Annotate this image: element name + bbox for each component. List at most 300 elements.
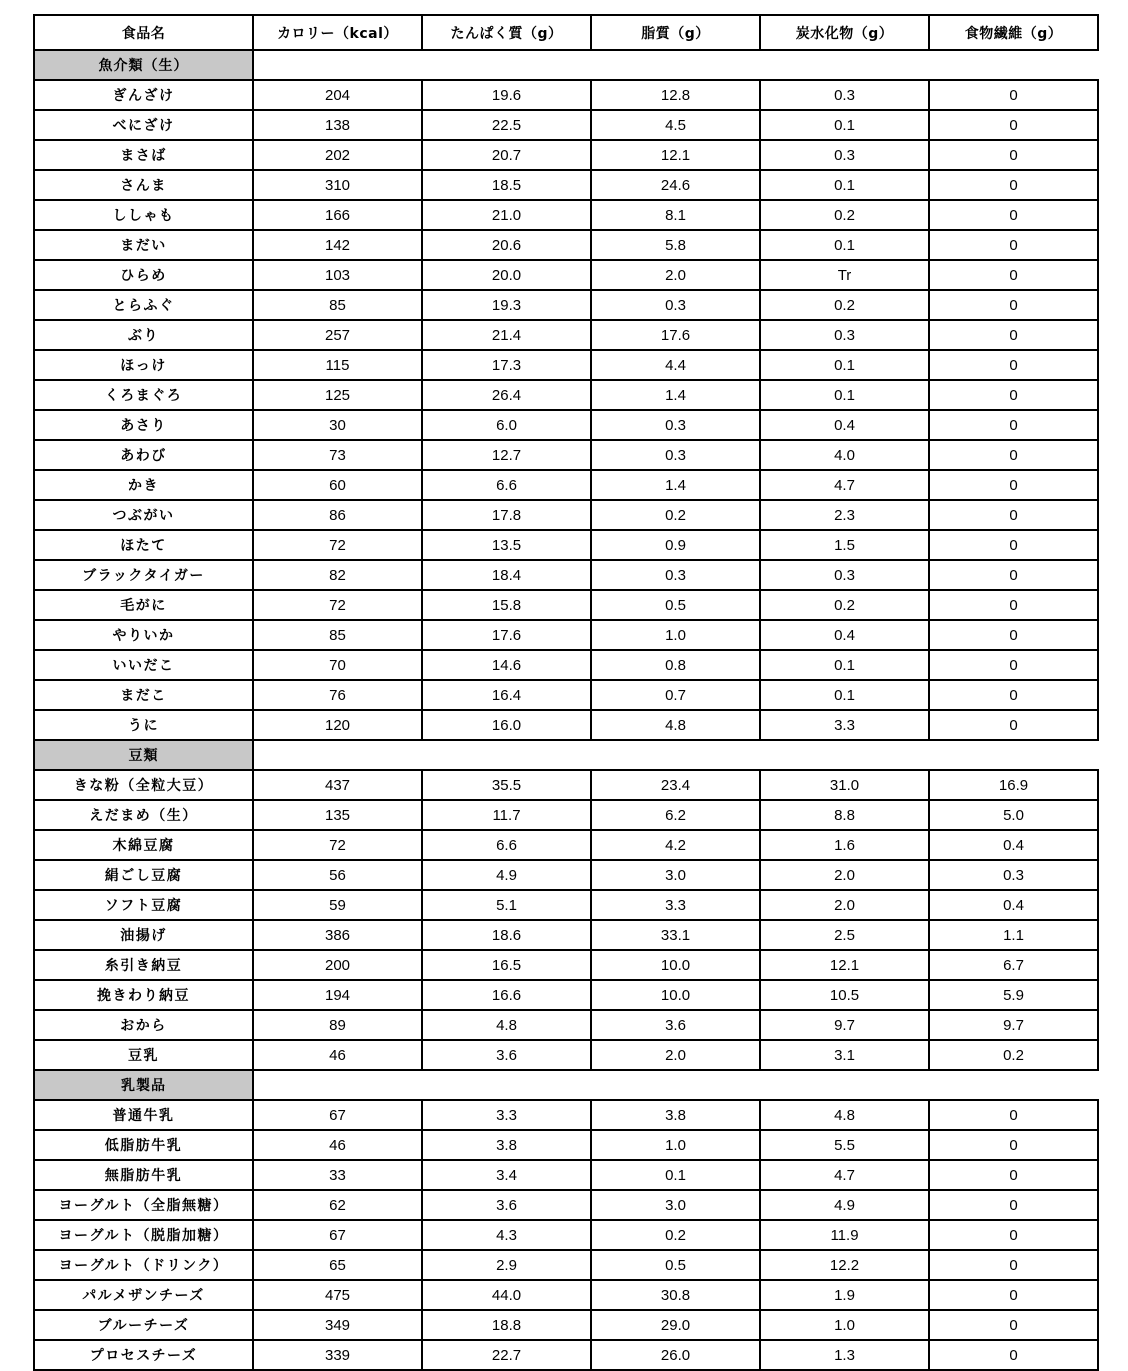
calories-cell: 85 [253, 620, 422, 650]
fiber-cell: 0 [929, 1100, 1098, 1130]
food-name-cell: ひらめ [34, 260, 253, 290]
food-name-cell: 絹ごし豆腐 [34, 860, 253, 890]
food-name-cell: ブラックタイガー [34, 560, 253, 590]
section-header-row [34, 1070, 1098, 1100]
fat-cell: 0.5 [591, 1250, 760, 1280]
fiber-cell: 0 [929, 260, 1098, 290]
protein-cell: 14.6 [422, 650, 591, 680]
carbs-cell: 4.0 [760, 440, 929, 470]
carbs-cell: 2.5 [760, 920, 929, 950]
fiber-cell: 0 [929, 710, 1098, 740]
food-name-cell: おから [34, 1010, 253, 1040]
fiber-cell: 0 [929, 200, 1098, 230]
carbs-cell: 3.1 [760, 1040, 929, 1070]
fiber-cell: 0 [929, 680, 1098, 710]
fat-cell: 0.3 [591, 290, 760, 320]
food-name-cell: まさば [34, 140, 253, 170]
nutrition-table [33, 14, 1099, 1371]
protein-cell: 18.4 [422, 560, 591, 590]
fat-cell: 1.0 [591, 620, 760, 650]
fat-cell: 33.1 [591, 920, 760, 950]
fiber-cell: 0 [929, 80, 1098, 110]
fat-cell: 1.0 [591, 1130, 760, 1160]
header-row [34, 15, 1098, 50]
protein-cell: 12.7 [422, 440, 591, 470]
food-name-cell: 挽きわり納豆 [34, 980, 253, 1010]
table-row [34, 1310, 1098, 1340]
fat-cell: 0.7 [591, 680, 760, 710]
table-row [34, 140, 1098, 170]
food-name-cell: ほっけ [34, 350, 253, 380]
carbs-cell: 0.4 [760, 620, 929, 650]
carbs-cell: 2.0 [760, 860, 929, 890]
table-row [34, 590, 1098, 620]
calories-cell: 46 [253, 1130, 422, 1160]
fat-cell: 2.0 [591, 1040, 760, 1070]
fat-cell: 3.3 [591, 890, 760, 920]
protein-cell: 2.9 [422, 1250, 591, 1280]
fat-cell: 10.0 [591, 980, 760, 1010]
fiber-cell: 0 [929, 650, 1098, 680]
calories-cell: 67 [253, 1220, 422, 1250]
food-name-cell: さんま [34, 170, 253, 200]
carbs-cell: 0.3 [760, 560, 929, 590]
calories-cell: 202 [253, 140, 422, 170]
table-row [34, 1010, 1098, 1040]
header-food-name: 食品名 [34, 15, 253, 50]
calories-cell: 67 [253, 1100, 422, 1130]
calories-cell: 30 [253, 410, 422, 440]
food-name-cell: ししゃも [34, 200, 253, 230]
protein-cell: 11.7 [422, 800, 591, 830]
fiber-cell: 0.3 [929, 860, 1098, 890]
fiber-cell: 0 [929, 1160, 1098, 1190]
fat-cell: 24.6 [591, 170, 760, 200]
fiber-cell: 0 [929, 1310, 1098, 1340]
table-row [34, 500, 1098, 530]
carbs-cell: 0.2 [760, 290, 929, 320]
carbs-cell: 0.2 [760, 200, 929, 230]
carbs-cell: 4.7 [760, 470, 929, 500]
table-row [34, 170, 1098, 200]
fat-cell: 2.0 [591, 260, 760, 290]
calories-cell: 386 [253, 920, 422, 950]
carbs-cell: 3.3 [760, 710, 929, 740]
protein-cell: 16.4 [422, 680, 591, 710]
calories-cell: 72 [253, 530, 422, 560]
carbs-cell: 5.5 [760, 1130, 929, 1160]
calories-cell: 62 [253, 1190, 422, 1220]
table-row [34, 1190, 1098, 1220]
table-row [34, 80, 1098, 110]
protein-cell: 18.6 [422, 920, 591, 950]
table-row [34, 710, 1098, 740]
section-label: 乳製品 [34, 1070, 253, 1100]
calories-cell: 56 [253, 860, 422, 890]
protein-cell: 4.8 [422, 1010, 591, 1040]
protein-cell: 3.8 [422, 1130, 591, 1160]
carbs-cell: 31.0 [760, 770, 929, 800]
table-row [34, 1160, 1098, 1190]
fat-cell: 0.2 [591, 500, 760, 530]
section-header-row [34, 740, 1098, 770]
fiber-cell: 0 [929, 1130, 1098, 1160]
carbs-cell: 0.2 [760, 590, 929, 620]
protein-cell: 17.3 [422, 350, 591, 380]
fat-cell: 0.3 [591, 560, 760, 590]
calories-cell: 103 [253, 260, 422, 290]
fat-cell: 8.1 [591, 200, 760, 230]
calories-cell: 60 [253, 470, 422, 500]
calories-cell: 85 [253, 290, 422, 320]
food-name-cell: 毛がに [34, 590, 253, 620]
fiber-cell: 0 [929, 320, 1098, 350]
table-row [34, 410, 1098, 440]
fat-cell: 1.4 [591, 380, 760, 410]
fat-cell: 4.2 [591, 830, 760, 860]
calories-cell: 339 [253, 1340, 422, 1370]
table-row [34, 1220, 1098, 1250]
calories-cell: 59 [253, 890, 422, 920]
protein-cell: 5.1 [422, 890, 591, 920]
calories-cell: 46 [253, 1040, 422, 1070]
header-fat: 脂質（g） [591, 15, 760, 50]
protein-cell: 3.4 [422, 1160, 591, 1190]
fiber-cell: 16.9 [929, 770, 1098, 800]
carbs-cell: Tr [760, 260, 929, 290]
fiber-cell: 0.2 [929, 1040, 1098, 1070]
fat-cell: 3.0 [591, 1190, 760, 1220]
table-row [34, 530, 1098, 560]
calories-cell: 72 [253, 590, 422, 620]
food-name-cell: やりいか [34, 620, 253, 650]
header-carbs: 炭水化物（g） [760, 15, 929, 50]
calories-cell: 33 [253, 1160, 422, 1190]
carbs-cell: 0.4 [760, 410, 929, 440]
calories-cell: 65 [253, 1250, 422, 1280]
table-row [34, 650, 1098, 680]
carbs-cell: 2.0 [760, 890, 929, 920]
calories-cell: 204 [253, 80, 422, 110]
fiber-cell: 1.1 [929, 920, 1098, 950]
header-protein: たんぱく質（g） [422, 15, 591, 50]
fiber-cell: 0 [929, 110, 1098, 140]
fat-cell: 29.0 [591, 1310, 760, 1340]
protein-cell: 4.9 [422, 860, 591, 890]
calories-cell: 437 [253, 770, 422, 800]
protein-cell: 6.6 [422, 830, 591, 860]
food-name-cell: 豆乳 [34, 1040, 253, 1070]
food-name-cell: まだこ [34, 680, 253, 710]
calories-cell: 125 [253, 380, 422, 410]
fiber-cell: 0 [929, 410, 1098, 440]
carbs-cell: 0.1 [760, 230, 929, 260]
food-name-cell: 木綿豆腐 [34, 830, 253, 860]
protein-cell: 44.0 [422, 1280, 591, 1310]
carbs-cell: 4.9 [760, 1190, 929, 1220]
fiber-cell: 0 [929, 1220, 1098, 1250]
fiber-cell: 0 [929, 620, 1098, 650]
carbs-cell: 0.3 [760, 80, 929, 110]
protein-cell: 16.6 [422, 980, 591, 1010]
calories-cell: 200 [253, 950, 422, 980]
table-row [34, 770, 1098, 800]
table-row [34, 830, 1098, 860]
food-name-cell: ぎんざけ [34, 80, 253, 110]
table-row [34, 470, 1098, 500]
protein-cell: 22.5 [422, 110, 591, 140]
section-label: 豆類 [34, 740, 253, 770]
calories-cell: 70 [253, 650, 422, 680]
fiber-cell: 0 [929, 530, 1098, 560]
carbs-cell: 1.9 [760, 1280, 929, 1310]
carbs-cell: 4.7 [760, 1160, 929, 1190]
food-name-cell: べにざけ [34, 110, 253, 140]
table-row [34, 260, 1098, 290]
fat-cell: 26.0 [591, 1340, 760, 1370]
carbs-cell: 0.3 [760, 140, 929, 170]
table-row [34, 200, 1098, 230]
header-calories: カロリー（kcal） [253, 15, 422, 50]
fat-cell: 23.4 [591, 770, 760, 800]
fat-cell: 30.8 [591, 1280, 760, 1310]
protein-cell: 16.0 [422, 710, 591, 740]
table-row [34, 860, 1098, 890]
food-name-cell: ヨーグルト（ドリンク） [34, 1250, 253, 1280]
protein-cell: 19.3 [422, 290, 591, 320]
carbs-cell: 11.9 [760, 1220, 929, 1250]
calories-cell: 82 [253, 560, 422, 590]
carbs-cell: 4.8 [760, 1100, 929, 1130]
calories-cell: 72 [253, 830, 422, 860]
food-name-cell: つぶがい [34, 500, 253, 530]
protein-cell: 17.6 [422, 620, 591, 650]
fiber-cell: 0 [929, 350, 1098, 380]
carbs-cell: 9.7 [760, 1010, 929, 1040]
carbs-cell: 0.1 [760, 350, 929, 380]
food-name-cell: うに [34, 710, 253, 740]
fat-cell: 0.1 [591, 1160, 760, 1190]
food-name-cell: あさり [34, 410, 253, 440]
section-header-row [34, 50, 1098, 80]
protein-cell: 22.7 [422, 1340, 591, 1370]
protein-cell: 16.5 [422, 950, 591, 980]
calories-cell: 475 [253, 1280, 422, 1310]
table-header [34, 15, 1098, 50]
food-name-cell: 普通牛乳 [34, 1100, 253, 1130]
protein-cell: 20.6 [422, 230, 591, 260]
food-name-cell: 油揚げ [34, 920, 253, 950]
fiber-cell: 0.4 [929, 890, 1098, 920]
fat-cell: 1.4 [591, 470, 760, 500]
protein-cell: 20.7 [422, 140, 591, 170]
food-name-cell: ぶり [34, 320, 253, 350]
protein-cell: 18.8 [422, 1310, 591, 1340]
calories-cell: 142 [253, 230, 422, 260]
food-name-cell: いいだこ [34, 650, 253, 680]
table-row [34, 560, 1098, 590]
protein-cell: 26.4 [422, 380, 591, 410]
table-body [34, 50, 1098, 1370]
food-name-cell: プロセスチーズ [34, 1340, 253, 1370]
protein-cell: 21.0 [422, 200, 591, 230]
fat-cell: 4.5 [591, 110, 760, 140]
fiber-cell: 0 [929, 290, 1098, 320]
fat-cell: 0.8 [591, 650, 760, 680]
table-row [34, 350, 1098, 380]
protein-cell: 3.6 [422, 1040, 591, 1070]
food-name-cell: 無脂肪牛乳 [34, 1160, 253, 1190]
carbs-cell: 0.1 [760, 650, 929, 680]
fat-cell: 0.9 [591, 530, 760, 560]
carbs-cell: 1.3 [760, 1340, 929, 1370]
carbs-cell: 2.3 [760, 500, 929, 530]
food-name-cell: 糸引き納豆 [34, 950, 253, 980]
food-name-cell: えだまめ（生） [34, 800, 253, 830]
fat-cell: 3.8 [591, 1100, 760, 1130]
fat-cell: 4.4 [591, 350, 760, 380]
section-label: 魚介類（生） [34, 50, 253, 80]
carbs-cell: 12.1 [760, 950, 929, 980]
carbs-cell: 0.1 [760, 170, 929, 200]
table-row [34, 1280, 1098, 1310]
food-name-cell: ヨーグルト（脱脂加糖） [34, 1220, 253, 1250]
food-name-cell: パルメザンチーズ [34, 1280, 253, 1310]
calories-cell: 257 [253, 320, 422, 350]
protein-cell: 20.0 [422, 260, 591, 290]
header-fiber: 食物繊維（g） [929, 15, 1098, 50]
table-row [34, 680, 1098, 710]
carbs-cell: 8.8 [760, 800, 929, 830]
food-name-cell: くろまぐろ [34, 380, 253, 410]
fiber-cell: 9.7 [929, 1010, 1098, 1040]
protein-cell: 3.6 [422, 1190, 591, 1220]
carbs-cell: 0.1 [760, 110, 929, 140]
carbs-cell: 0.1 [760, 380, 929, 410]
fat-cell: 10.0 [591, 950, 760, 980]
calories-cell: 138 [253, 110, 422, 140]
carbs-cell: 12.2 [760, 1250, 929, 1280]
protein-cell: 19.6 [422, 80, 591, 110]
fiber-cell: 0 [929, 440, 1098, 470]
carbs-cell: 1.5 [760, 530, 929, 560]
carbs-cell: 1.0 [760, 1310, 929, 1340]
fiber-cell: 6.7 [929, 950, 1098, 980]
fat-cell: 3.0 [591, 860, 760, 890]
fat-cell: 0.5 [591, 590, 760, 620]
calories-cell: 135 [253, 800, 422, 830]
protein-cell: 35.5 [422, 770, 591, 800]
carbs-cell: 1.6 [760, 830, 929, 860]
fiber-cell: 0 [929, 500, 1098, 530]
food-name-cell: まだい [34, 230, 253, 260]
section-blank-cell [253, 50, 1098, 80]
table-row [34, 1040, 1098, 1070]
table-row [34, 980, 1098, 1010]
food-name-cell: ヨーグルト（全脂無糖） [34, 1190, 253, 1220]
calories-cell: 310 [253, 170, 422, 200]
calories-cell: 76 [253, 680, 422, 710]
fiber-cell: 0 [929, 1280, 1098, 1310]
carbs-cell: 10.5 [760, 980, 929, 1010]
fiber-cell: 0 [929, 140, 1098, 170]
fat-cell: 0.2 [591, 1220, 760, 1250]
table-row [34, 890, 1098, 920]
food-name-cell: きな粉（全粒大豆） [34, 770, 253, 800]
protein-cell: 13.5 [422, 530, 591, 560]
fat-cell: 17.6 [591, 320, 760, 350]
food-name-cell: 低脂肪牛乳 [34, 1130, 253, 1160]
table-row [34, 800, 1098, 830]
fiber-cell: 0 [929, 170, 1098, 200]
protein-cell: 3.3 [422, 1100, 591, 1130]
fat-cell: 6.2 [591, 800, 760, 830]
fiber-cell: 0 [929, 560, 1098, 590]
food-name-cell: かき [34, 470, 253, 500]
table-row [34, 920, 1098, 950]
protein-cell: 18.5 [422, 170, 591, 200]
calories-cell: 120 [253, 710, 422, 740]
food-name-cell: あわび [34, 440, 253, 470]
food-name-cell: ソフト豆腐 [34, 890, 253, 920]
protein-cell: 17.8 [422, 500, 591, 530]
protein-cell: 15.8 [422, 590, 591, 620]
table-row [34, 230, 1098, 260]
table-row [34, 110, 1098, 140]
table-row [34, 290, 1098, 320]
table-row [34, 1100, 1098, 1130]
fiber-cell: 0 [929, 1250, 1098, 1280]
calories-cell: 194 [253, 980, 422, 1010]
fat-cell: 4.8 [591, 710, 760, 740]
food-name-cell: ブルーチーズ [34, 1310, 253, 1340]
section-blank-cell [253, 1070, 1098, 1100]
fiber-cell: 0.4 [929, 830, 1098, 860]
fat-cell: 0.3 [591, 410, 760, 440]
calories-cell: 86 [253, 500, 422, 530]
fat-cell: 0.3 [591, 440, 760, 470]
protein-cell: 6.6 [422, 470, 591, 500]
fiber-cell: 0 [929, 380, 1098, 410]
protein-cell: 6.0 [422, 410, 591, 440]
fat-cell: 5.8 [591, 230, 760, 260]
fat-cell: 3.6 [591, 1010, 760, 1040]
fat-cell: 12.8 [591, 80, 760, 110]
fiber-cell: 5.0 [929, 800, 1098, 830]
section-blank-cell [253, 740, 1098, 770]
carbs-cell: 0.1 [760, 680, 929, 710]
calories-cell: 166 [253, 200, 422, 230]
table-row [34, 320, 1098, 350]
table-row [34, 1340, 1098, 1370]
table-row [34, 1130, 1098, 1160]
protein-cell: 21.4 [422, 320, 591, 350]
protein-cell: 4.3 [422, 1220, 591, 1250]
food-name-cell: とらふぐ [34, 290, 253, 320]
fiber-cell: 0 [929, 590, 1098, 620]
food-name-cell: ほたて [34, 530, 253, 560]
table-row [34, 1250, 1098, 1280]
fiber-cell: 0 [929, 470, 1098, 500]
fiber-cell: 0 [929, 230, 1098, 260]
calories-cell: 349 [253, 1310, 422, 1340]
fiber-cell: 0 [929, 1190, 1098, 1220]
carbs-cell: 0.3 [760, 320, 929, 350]
table-row [34, 950, 1098, 980]
fiber-cell: 5.9 [929, 980, 1098, 1010]
fat-cell: 12.1 [591, 140, 760, 170]
calories-cell: 115 [253, 350, 422, 380]
